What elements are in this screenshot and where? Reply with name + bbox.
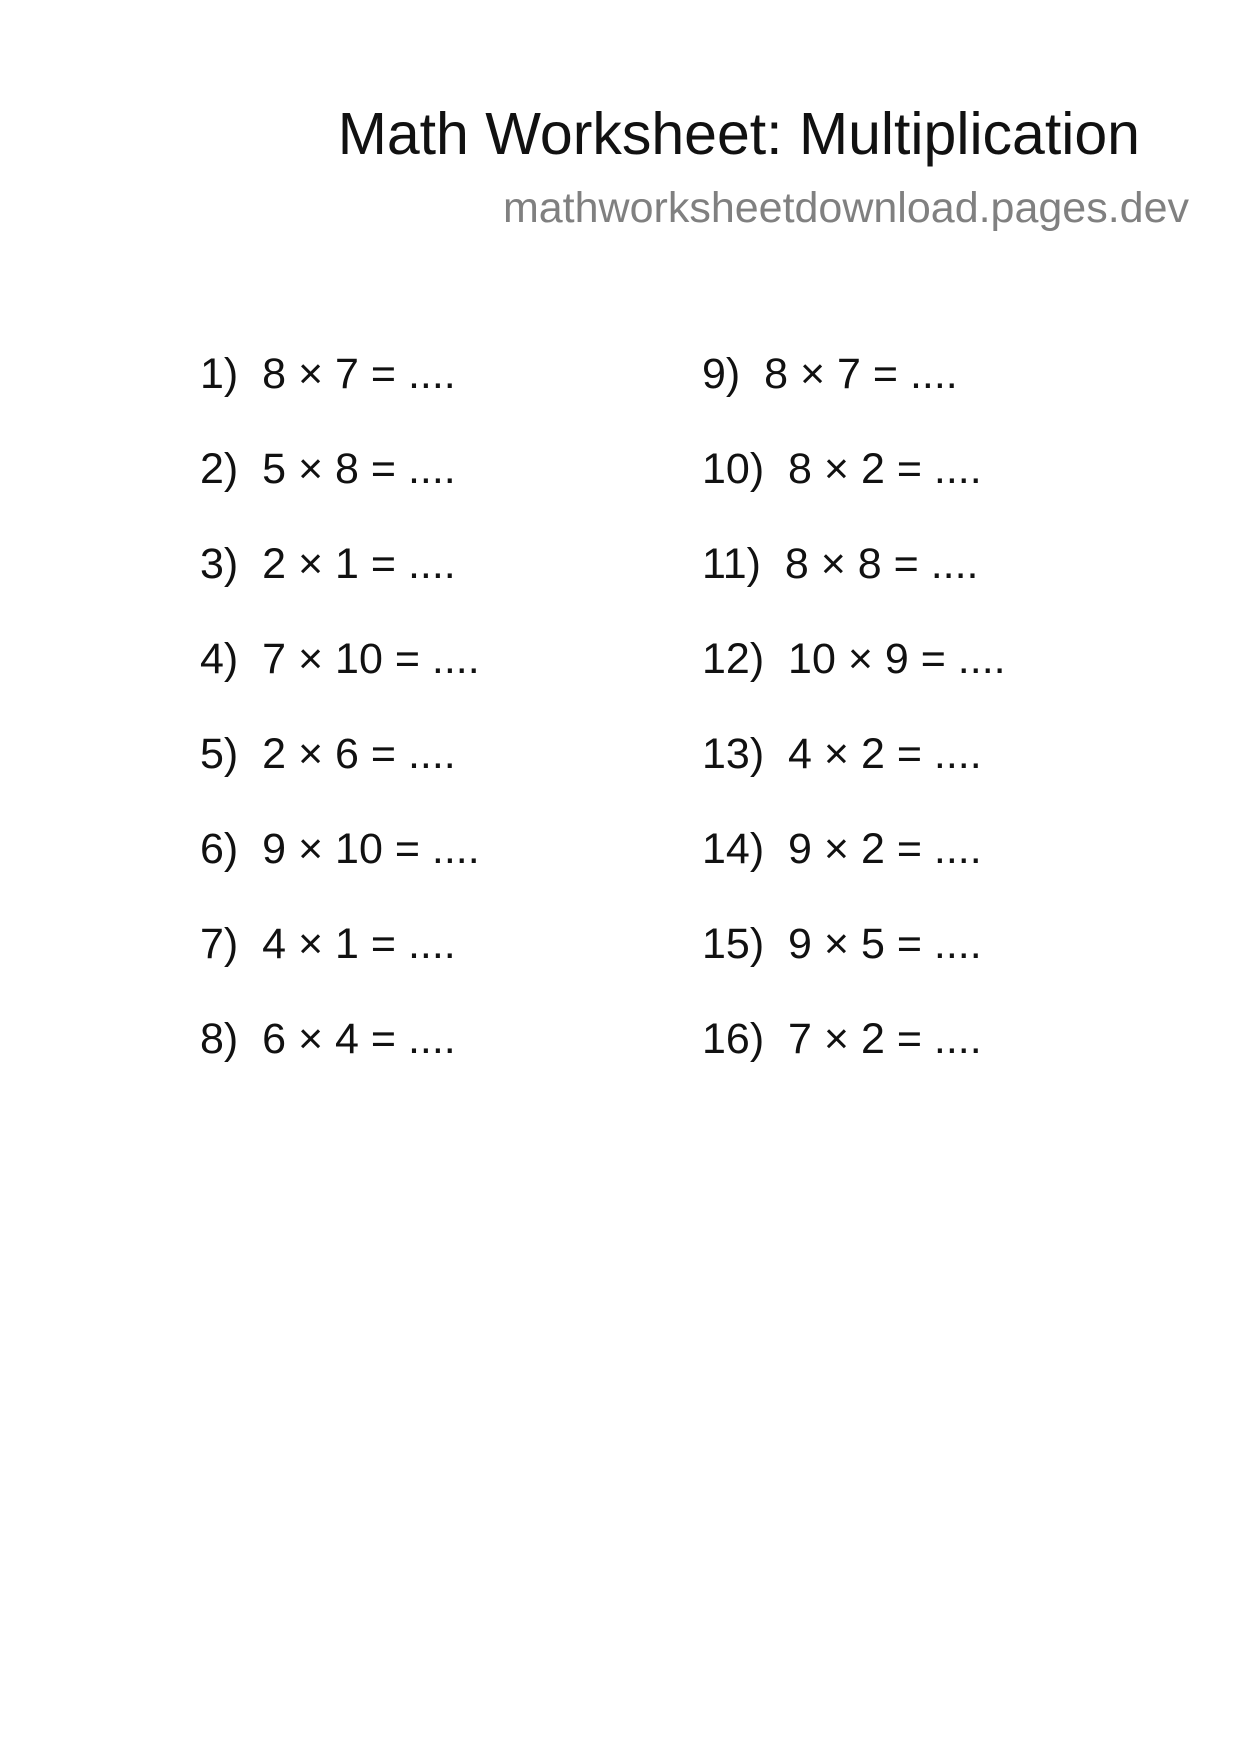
problem-6: 6) 9 × 10 = .... <box>200 825 480 873</box>
problem-4: 4) 7 × 10 = .... <box>200 635 480 683</box>
problem-11: 11) 8 × 8 = .... <box>702 540 979 588</box>
problem-14: 14) 9 × 2 = .... <box>702 825 982 873</box>
problem-12: 12) 10 × 9 = .... <box>702 635 1006 683</box>
problem-10: 10) 8 × 2 = .... <box>702 445 982 493</box>
problem-2: 2) 5 × 8 = .... <box>200 445 456 493</box>
problem-1: 1) 8 × 7 = .... <box>200 350 456 398</box>
problem-15: 15) 9 × 5 = .... <box>702 920 982 968</box>
problem-9: 9) 8 × 7 = .... <box>702 350 958 398</box>
problem-3: 3) 2 × 1 = .... <box>200 540 456 588</box>
problem-5: 5) 2 × 6 = .... <box>200 730 456 778</box>
worksheet-website: mathworksheetdownload.pages.dev <box>502 184 1189 232</box>
problem-16: 16) 7 × 2 = .... <box>702 1015 982 1063</box>
problem-column-left <box>200 348 480 1108</box>
worksheet-title: Math Worksheet: Multiplication <box>337 101 1140 167</box>
problem-column-right <box>702 348 1006 1108</box>
problem-list <box>0 348 1240 1148</box>
problem-13: 13) 4 × 2 = .... <box>702 730 982 778</box>
problem-8: 8) 6 × 4 = .... <box>200 1015 456 1063</box>
problem-7: 7) 4 × 1 = .... <box>200 920 456 968</box>
